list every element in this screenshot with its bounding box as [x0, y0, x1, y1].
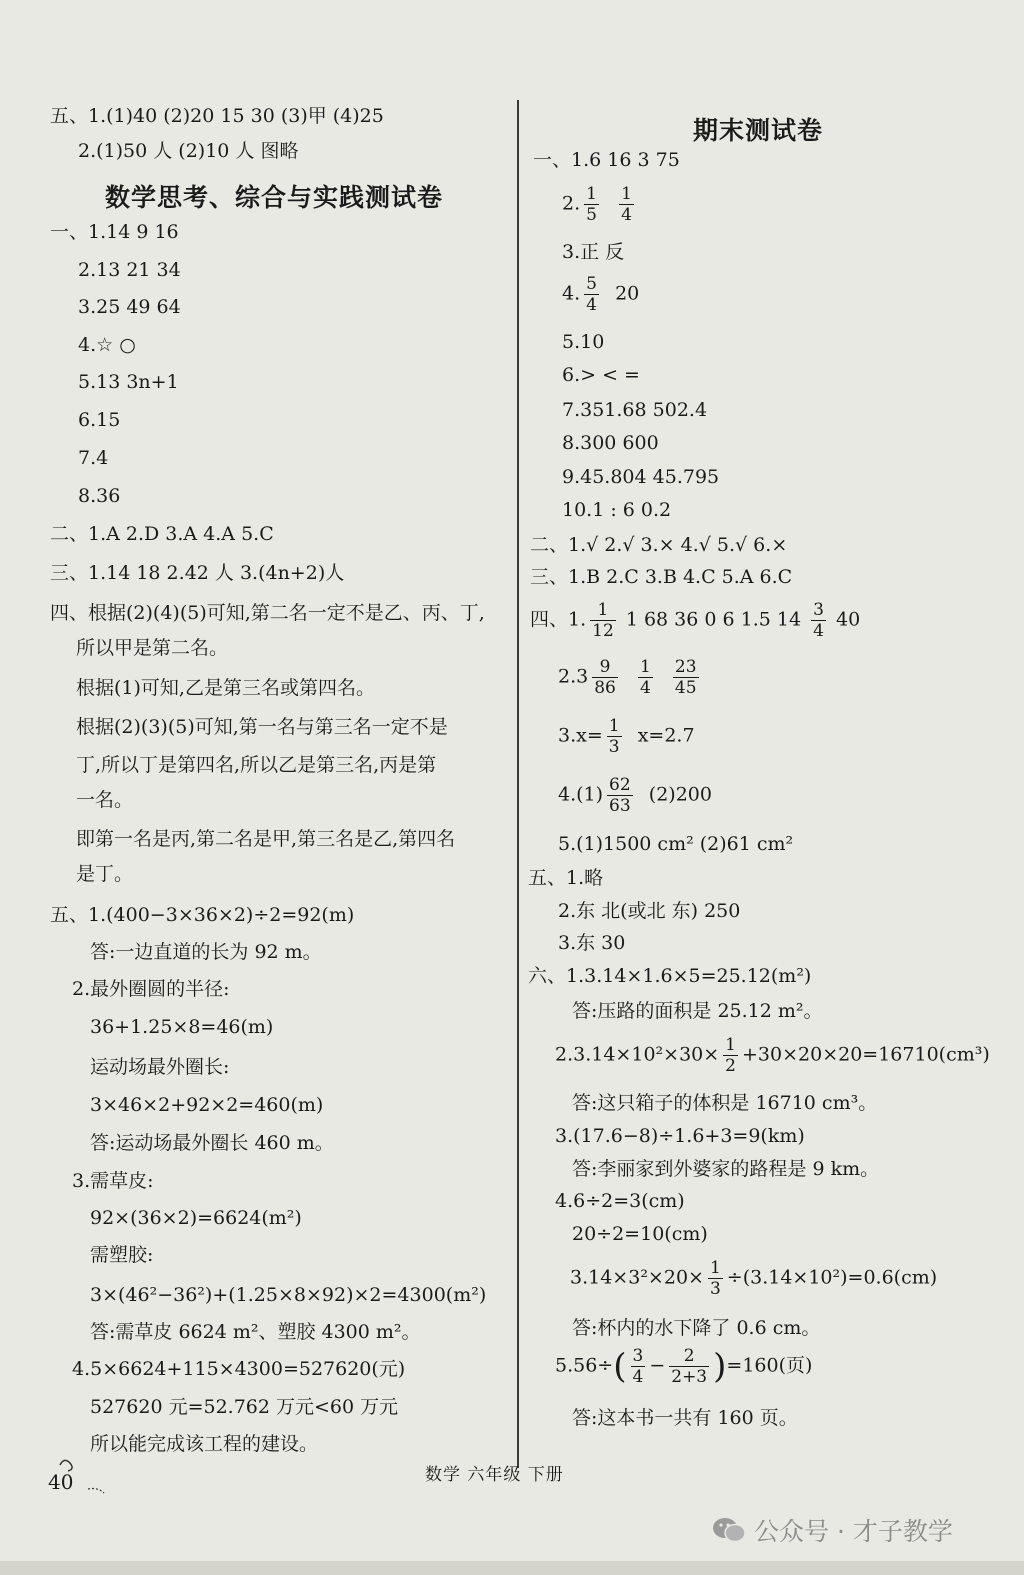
- right-line-fractions: 3.x= $\frac{1}{3}$ x=2.7: [558, 716, 695, 757]
- right-line-fractions: 2.3.14×10²×30× $\frac{1}{2}$ +30×20×20=16710(cm³): [555, 1035, 990, 1076]
- left-s4-line: 根据(1)可知,乙是第三名或第四名。: [76, 677, 375, 699]
- right-line: 8.300 600: [562, 432, 659, 454]
- section-title-right: 期末测试卷: [693, 116, 824, 145]
- footer-title: 数学 六年级 下册: [425, 1465, 564, 1485]
- right-line: 三、1.B 2.C 3.B 4.C 5.A 6.C: [530, 566, 793, 588]
- left-s5b-line: 3×(46²−36²)+(1.25×8×92)×2=4300(m²): [90, 1284, 487, 1306]
- right-line: 3.东 30: [558, 932, 626, 954]
- right-line: 5.(1)1500 cm² (2)61 cm²: [558, 833, 794, 855]
- left-s5b-line: 答:一边直道的长为 92 m。: [90, 941, 322, 963]
- right-line: 5.10: [562, 331, 605, 353]
- left-s5b-line: 36+1.25×8=46(m): [90, 1016, 274, 1038]
- left-s5b-line: 答:需草皮 6624 m²、塑胶 4300 m²。: [90, 1321, 421, 1343]
- left-s4-line: 丁,所以丁是第四名,所以乙是第三名,丙是第: [76, 754, 437, 776]
- left-s4-line: 四、根据(2)(4)(5)可知,第二名一定不是乙、丙、丁,: [50, 602, 485, 624]
- left-s5b-line: 所以能完成该工程的建设。: [90, 1433, 319, 1455]
- right-line: 2.东 北(或北 东) 250: [558, 900, 741, 922]
- bottom-edge: [0, 1561, 1024, 1575]
- right-line: 10.1 : 6 0.2: [562, 499, 672, 521]
- right-line: 五、1.略: [528, 867, 604, 889]
- left-s5b-line: 2.最外圈圆的半径:: [72, 978, 230, 1000]
- left-s5b-line: 4.5×6624+115×4300=527620(元): [72, 1358, 406, 1380]
- watermark: [712, 1512, 953, 1548]
- left-s5b-line: 答:运动场最外圈长 460 m。: [90, 1132, 334, 1154]
- left-s5b-line: 3.需草皮:: [72, 1170, 154, 1192]
- right-line-fractions: 3.14×3²×20× $\frac{1}{3}$ ÷(3.14×10²)=0.6(cm): [570, 1258, 938, 1299]
- right-line-fractions: 2.3 $\frac{9}{86}$ $\frac{1}{4}$ $\frac{23}{45}$: [558, 657, 697, 698]
- right-line: 3.(17.6−8)÷1.6+3=9(km): [555, 1125, 805, 1147]
- left-s5b-line: 五、1.(400−3×36×2)÷2=92(m): [50, 904, 355, 926]
- right-line: 6.> < =: [562, 364, 640, 386]
- right-line-fractions: 5.56÷( $\frac{3}{4}$ − $\frac{2}{2+3}$ )=160(页): [555, 1346, 813, 1387]
- watermark-text: 公众号 · 才子教学: [754, 1517, 953, 1546]
- right-line-fractions: 4. $\frac{5}{4}$ 20: [562, 274, 640, 315]
- right-line: 一、1.6 16 3 75: [533, 149, 680, 171]
- left-s1-line: 7.4: [78, 447, 109, 469]
- section-title-left: 数学思考、综合与实践测试卷: [105, 183, 444, 212]
- right-line: 六、1.3.14×1.6×5=25.12(m²): [528, 965, 812, 987]
- right-line: 4.6÷2=3(cm): [555, 1190, 685, 1212]
- right-line: 9.45.804 45.795: [562, 466, 720, 488]
- left-s1-line: 6.15: [78, 409, 121, 431]
- right-line: 7.351.68 502.4: [562, 399, 708, 421]
- right-line: 答:压路的面积是 25.12 m²。: [572, 1000, 823, 1022]
- left-s5-line-a: 五、1.(1)40 (2)20 15 30 (3)甲 (4)25: [50, 105, 384, 127]
- left-s5b-line: 92×(36×2)=6624(m²): [90, 1207, 302, 1229]
- left-s2-line: 二、1.A 2.D 3.A 4.A 5.C: [50, 523, 274, 545]
- left-s4-line: 根据(2)(3)(5)可知,第一名与第三名一定不是: [76, 716, 448, 738]
- left-s1-line: 8.36: [78, 485, 121, 507]
- right-line: 答:杯内的水下降了 0.6 cm。: [572, 1317, 821, 1339]
- left-s5b-line: 527620 元=52.762 万元<60 万元: [90, 1396, 399, 1418]
- right-line: 二、1.√ 2.√ 3.× 4.√ 5.√ 6.×: [530, 534, 788, 556]
- left-s4-line: 即第一名是丙,第二名是甲,第三名是乙,第四名: [76, 828, 456, 850]
- left-s1-line: 3.25 49 64: [78, 296, 181, 318]
- right-line: 答:李丽家到外婆家的路程是 9 km。: [572, 1158, 880, 1180]
- left-s3-line: 三、1.14 18 2.42 人 3.(4n+2)人: [50, 562, 345, 584]
- left-s4-line: 一名。: [76, 789, 134, 811]
- left-s1-line: 一、1.14 9 16: [50, 221, 179, 243]
- right-line: 答:这本书一共有 160 页。: [572, 1407, 798, 1429]
- left-s1-line: 5.13 3n+1: [78, 371, 179, 393]
- left-s1-line: 4.☆ ○: [78, 334, 136, 356]
- left-s1-line: 2.13 21 34: [78, 259, 181, 281]
- right-line-fractions: 4.(1) $\frac{62}{63}$ (2)200: [558, 775, 712, 816]
- left-s5b-line: 运动场最外圈长:: [90, 1056, 230, 1078]
- page-number: 40: [48, 1470, 74, 1494]
- wechat-icon: [712, 1516, 746, 1544]
- left-s4-line: 是丁。: [76, 863, 134, 885]
- column-divider: [517, 100, 519, 1468]
- left-s5b-line: 需塑胶:: [90, 1244, 154, 1266]
- left-s5-line-b: 2.(1)50 人 (2)10 人 图略: [78, 140, 299, 162]
- right-line: 20÷2=10(cm): [572, 1223, 708, 1245]
- right-line-fractions: 四、1. $\frac{1}{12}$ 1 68 36 0 6 1.5 14 $\frac{3}{4}$ 40: [530, 600, 861, 641]
- right-line: 3.正 反: [562, 241, 625, 263]
- right-line: 答:这只箱子的体积是 16710 cm³。: [572, 1092, 878, 1114]
- left-s4-line: 所以甲是第二名。: [76, 637, 229, 659]
- right-line-fractions: 2. $\frac{1}{5}$ $\frac{1}{4}$: [562, 184, 632, 225]
- left-s5b-line: 3×46×2+92×2=460(m): [90, 1094, 324, 1116]
